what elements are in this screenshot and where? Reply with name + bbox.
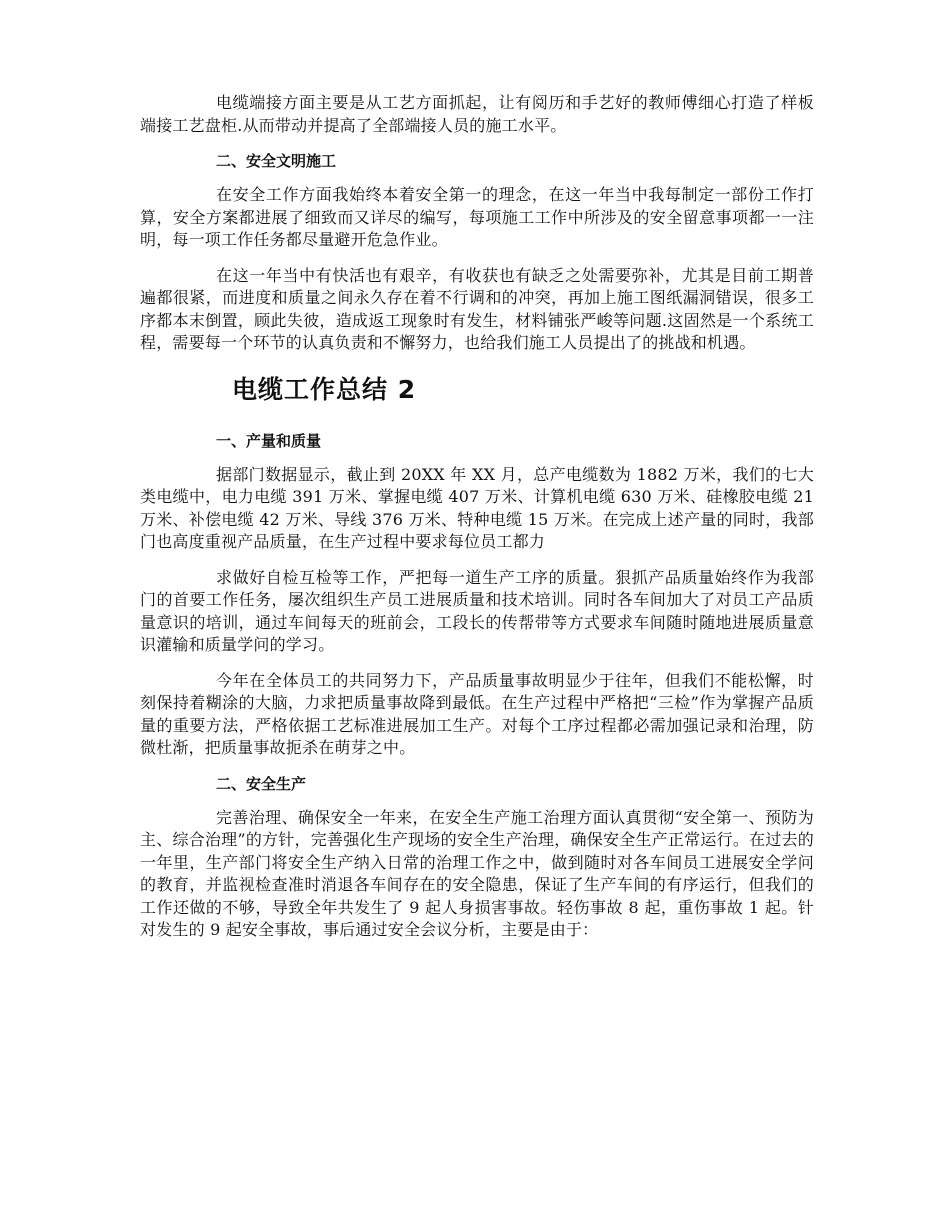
section-heading-safety-civilized: 二、安全文明施工	[216, 152, 337, 170]
body-paragraph: 在安全工作方面我始终本着安全第一的理念，在这一年当中我每制定一部份工作打算，安全方案都进展了细致而又详尽的编写，每项施工工作中所涉及的安全留意事项都一一注明，每一项工作任务都尽量避开危急作业。	[140, 185, 814, 249]
body-paragraph: 据部门数据显示，截止到 20XX 年 XX 月，总产电缆数为 1882 万米，我们的七大类电缆中，电力电缆 391 万米、掌握电缆 407 万米、计算机电缆 630 万米、硅橡胶电缆 21 万米、补偿电缆 42 万米、导线 376 万米、特种电缆 15 万米。在完成上述产量的同时，我部门也高度重视产品质量，在生产过程中要求每位员工都力	[140, 464, 814, 551]
body-paragraph: 今年在全体员工的共同努力下，产品质量事故明显少于往年，但我们不能松懈，时刻保持着糊涂的大脑，力求把质量事故降到最低。在生产过程中严格把“三检”作为掌握产品质量的重要方法，严格依据工艺标准进展加工生产。对每个工序过程都必需加强记录和治理，防微杜渐，把质量事故扼杀在萌芽之中。	[140, 670, 814, 757]
body-paragraph: 求做好自检互检等工作，严把每一道生产工序的质量。狠抓产品质量始终作为我部门的首要工作任务，屡次组织生产员工进展质量和技术培训。同时各车间加大了对员工产品质量意识的培训，通过车间每天的班前会，工段长的传帮带等方式要求车间随时随地进展质量意识灌输和质量学问的学习。	[140, 567, 814, 654]
body-paragraph: 在这一年当中有快活也有艰辛，有收获也有缺乏之处需要弥补，尤其是目前工期普遍都很紧，而进度和质量之间永久存在着不行调和的冲突，再加上施工图纸漏洞错误，很多工序都本末倒置，顾此失彼，造成返工现象时有发生，材料铺张严峻等问题.这固然是一个系统工程，需要每一个环节的认真负责和不懈努力，也给我们施工人员提出了的挑战和机遇。	[140, 265, 814, 352]
intro-paragraph: 电缆端接方面主要是从工艺方面抓起，让有阅历和手艺好的教师傅细心打造了样板端接工艺盘柜.从而带动并提高了全部端接人员的施工水平。	[140, 93, 814, 135]
document-title: 电缆工作总结 2	[232, 374, 417, 404]
section-heading-output-quality: 一、产量和质量	[216, 431, 322, 450]
document-page	[140, 92, 814, 955]
section-heading-safe-production: 二、安全生产	[216, 774, 307, 793]
body-paragraph: 完善治理、确保安全一年来，在安全生产施工治理方面认真贯彻“安全第一、预防为主、综合治理”的方针，完善强化生产现场的安全生产治理，确保安全生产正常运行。在过去的一年里，生产部门将安全生产纳入日常的治理工作之中，做到随时对各车间员工进展安全学问的教育，并监视检查准时消退各车间存在的安全隐患，保证了生产车间的有序运行，但我们的工作还做的不够，导致全年共发生了 9 起人身损害事故。轻伤事故 8 起，重伤事故 1 起。针对发生的 9 起安全事故，事后通过安全会议分析，主要是由于：	[140, 807, 814, 939]
